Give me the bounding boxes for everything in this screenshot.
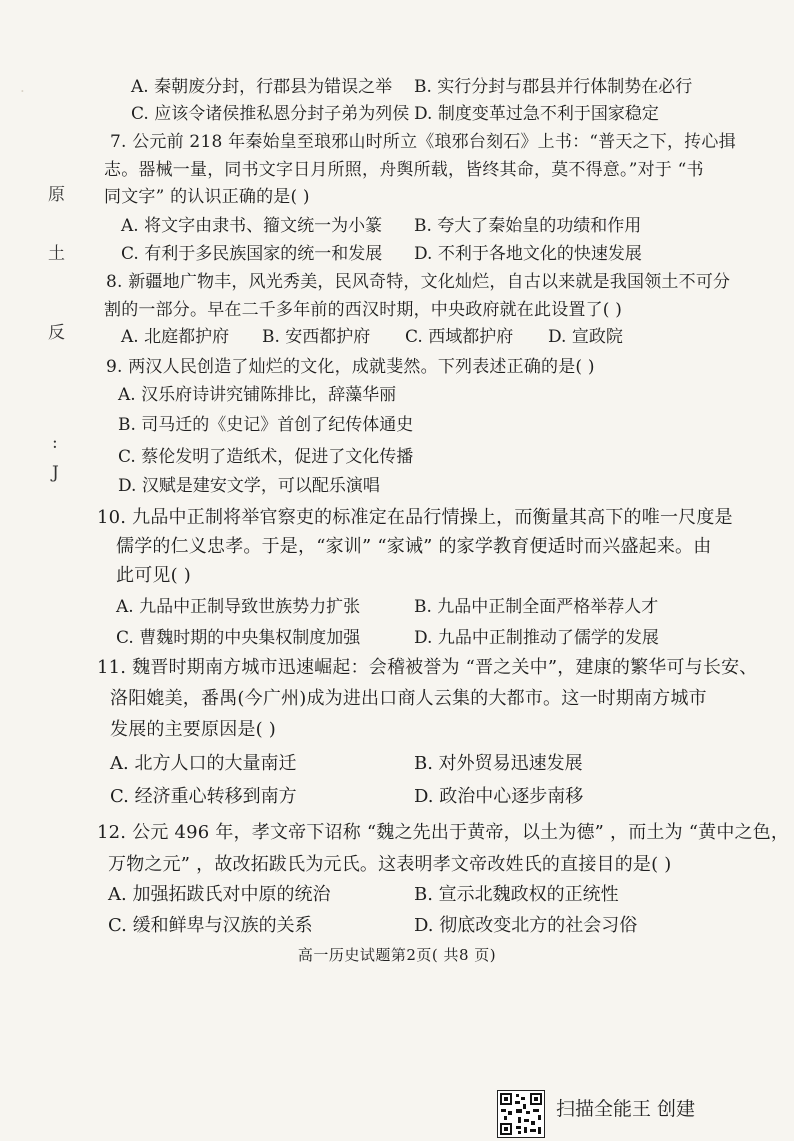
option-d: D. 不利于各地文化的快速发展 xyxy=(414,244,642,264)
question-8-line-2: 割的一部分。早在二千多年前的西汉时期，中央政府就在此设置了( ) xyxy=(104,300,623,320)
question-10-line-3: 此可见( ) xyxy=(116,565,191,586)
margin-char: 原 xyxy=(48,185,65,205)
question-11-line-1: 11. 魏晋时期南方城市迅速崛起：会稽被誉为 “晋之关中”，建康的繁华可与长安、 xyxy=(97,657,758,678)
margin-char: : xyxy=(52,433,58,453)
qr-code-icon xyxy=(497,1090,545,1138)
margin-char: 土 xyxy=(48,244,65,264)
question-10-line-2: 儒学的仁义忠孝。于是，“家训” “家诫” 的家学教育便适时而兴盛起来。由 xyxy=(116,536,712,557)
question-12-line-2: 万物之元” ，故改拓跋氏为元氏。这表明孝文帝改姓氏的直接目的是( ) xyxy=(108,854,672,875)
question-8-line-1: 8. 新疆地广物丰，风光秀美，民风奇特，文化灿烂，自古以来就是我国领土不可分 xyxy=(106,272,731,292)
option-d: D. 政治中心逐步南移 xyxy=(414,786,584,807)
question-12-line-1: 12. 公元 496 年，孝文帝下诏称 “魏之先出于黄帝，以土为德” ，而土为 “黄中之色， xyxy=(97,822,790,843)
option-b: B. 宣示北魏政权的正统性 xyxy=(414,884,619,905)
question-7-line-1: 7. 公元前 218 年秦始皇至琅邪山时所立《琅邪台刻石》上书：“普天之下，抟心揖 xyxy=(110,132,736,152)
option-b: B. 对外贸易迅速发展 xyxy=(414,753,583,774)
option-c: C. 经济重心转移到南方 xyxy=(110,786,297,807)
option-d: D. 九品中正制推动了儒学的发展 xyxy=(414,628,659,648)
option-c: C. 有利于多民族国家的统一和发展 xyxy=(121,244,383,264)
option-b: B. 九品中正制全面严格举荐人才 xyxy=(414,597,659,617)
option-d: D. 制度变革过急不利于国家稳定 xyxy=(414,104,659,124)
option-c: C. 应该令诸侯推私恩分封子弟为列侯 xyxy=(131,104,410,124)
option-a: A. 北庭都护府 xyxy=(121,327,230,347)
bleed-through-mark: · xyxy=(20,82,25,100)
option-b: B. 实行分封与郡县并行体制势在必行 xyxy=(414,77,693,97)
option-b: B. 司马迁的《史记》首创了纪传体通史 xyxy=(118,415,414,435)
margin-char: J xyxy=(52,463,59,483)
option-a: A. 汉乐府诗讲究铺陈排比，辞藻华丽 xyxy=(118,385,397,405)
page-footer: 高一历史试题第2页( 共8 页) xyxy=(297,946,497,964)
question-10-line-1: 10. 九品中正制将举官察吏的标准定在品行情操上，而衡量其高下的唯一尺度是 xyxy=(97,507,733,528)
option-b: B. 安西都护府 xyxy=(262,327,371,347)
option-a: A. 北方人口的大量南迁 xyxy=(110,753,297,774)
option-c: C. 缓和鲜卑与汉族的关系 xyxy=(108,915,313,936)
option-d: D. 宣政院 xyxy=(548,327,623,347)
option-b: B. 夸大了秦始皇的功绩和作用 xyxy=(414,216,642,236)
option-a: A. 九品中正制导致世族势力扩张 xyxy=(116,597,361,617)
option-d: D. 彻底改变北方的社会习俗 xyxy=(414,915,638,936)
option-c: C. 曹魏时期的中央集权制度加强 xyxy=(116,628,361,648)
option-c: C. 西域都护府 xyxy=(405,327,514,347)
question-9-line-1: 9. 两汉人民创造了灿烂的文化，成就斐然。下列表述正确的是( ) xyxy=(106,357,595,377)
question-7-line-3: 同文字” 的认识正确的是( ) xyxy=(104,187,310,207)
question-11-line-3: 发展的主要原因是( ) xyxy=(110,719,276,740)
option-a: A. 秦朝废分封，行郡县为错误之举 xyxy=(131,77,393,97)
option-c: C. 蔡伦发明了造纸术，促进了文化传播 xyxy=(118,447,414,467)
scanner-watermark: 扫描全能王 创建 xyxy=(556,1098,696,1120)
margin-char: 反 xyxy=(48,323,65,343)
option-a: A. 将文字由隶书、籀文统一为小篆 xyxy=(121,216,383,236)
question-7-line-2: 志。器械一量，同书文字日月所照，舟舆所载，皆终其命，莫不得意。”对于 “书 xyxy=(104,160,704,180)
option-d: D. 汉赋是建安文学，可以配乐演唱 xyxy=(118,476,380,496)
question-11-line-2: 洛阳媲美，番禺(今广州)成为进出口商人云集的大都市。这一时期南方城市 xyxy=(110,688,707,709)
option-a: A. 加强拓跋氏对中原的统治 xyxy=(108,884,331,905)
